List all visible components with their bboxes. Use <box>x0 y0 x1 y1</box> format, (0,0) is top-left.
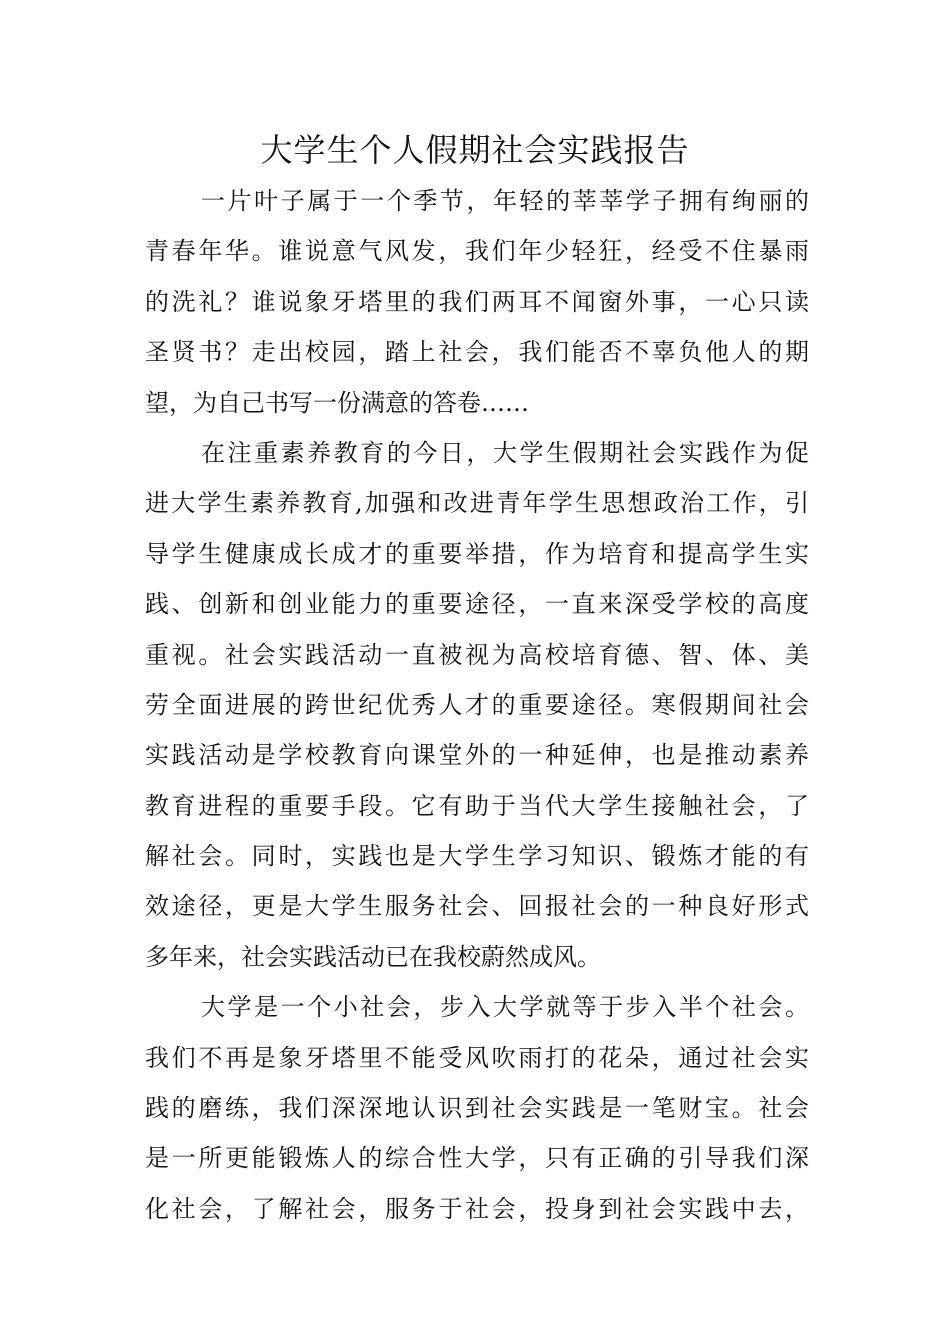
paragraph-1 <box>145 176 809 428</box>
text-line: 的洗礼？谁说象牙塔里的我们两耳不闻窗外事，一心只读 <box>145 287 809 316</box>
text-line: 圣贤书？走出校园，踏上社会，我们能否不辜负他人的期 <box>145 338 809 367</box>
text-line: 多年来，社会实践活动已在我校蔚然成风。 <box>145 942 601 971</box>
paragraph-3 <box>145 982 809 1234</box>
text-line: 导学生健康成长成才的重要举措，作为培育和提高学生实 <box>145 539 809 568</box>
text-line: 效途径，更是大学生服务社会、回报社会的一种良好形式 <box>145 892 809 921</box>
text-line: 我们不再是象牙塔里不能受风吹雨打的花朵，通过社会实 <box>145 1043 809 1072</box>
text-line: 是一所更能锻炼人的综合性大学，只有正确的引导我们深 <box>145 1144 809 1173</box>
text-line: 化社会，了解社会，服务于社会，投身到社会实践中去， <box>145 1194 809 1223</box>
text-line: 践的磨练，我们深深地认识到社会实践是一笔财宝。社会 <box>145 1094 809 1123</box>
text-line: 青春年华。谁说意气风发，我们年少轻狂，经受不住暴雨 <box>145 237 809 266</box>
text-line: 在注重素养教育的今日，大学生假期社会实践作为促 <box>201 438 809 467</box>
text-line: 教育进程的重要手段。它有助于当代大学生接触社会，了 <box>145 791 809 820</box>
text-line: 实践活动是学校教育向课堂外的一种延伸，也是推动素养 <box>145 741 809 770</box>
text-line: 一片叶子属于一个季节，年轻的莘莘学子拥有绚丽的 <box>201 187 809 215</box>
paragraph-2 <box>145 428 809 982</box>
text-line: 望，为自己书写一份满意的答卷…… <box>145 388 529 417</box>
text-line: 重视。社会实践活动一直被视为高校培育德、智、体、美 <box>145 640 809 669</box>
text-line: 进大学生素养教育,加强和改进青年学生思想政治工作，引 <box>145 489 809 518</box>
text-line: 劳全面进展的跨世纪优秀人才的重要途径。寒假期间社会 <box>145 690 809 719</box>
text-line: 践、创新和创业能力的重要途径，一直来深受学校的高度 <box>145 590 809 619</box>
text-line: 解社会。同时，实践也是大学生学习知识、锻炼才能的有 <box>145 842 809 871</box>
text-line: 大学是一个小社会，步入大学就等于步入半个社会。 <box>201 993 809 1022</box>
document-title: 大学生个人假期社会实践报告 <box>260 131 690 169</box>
document-body <box>145 176 809 1234</box>
